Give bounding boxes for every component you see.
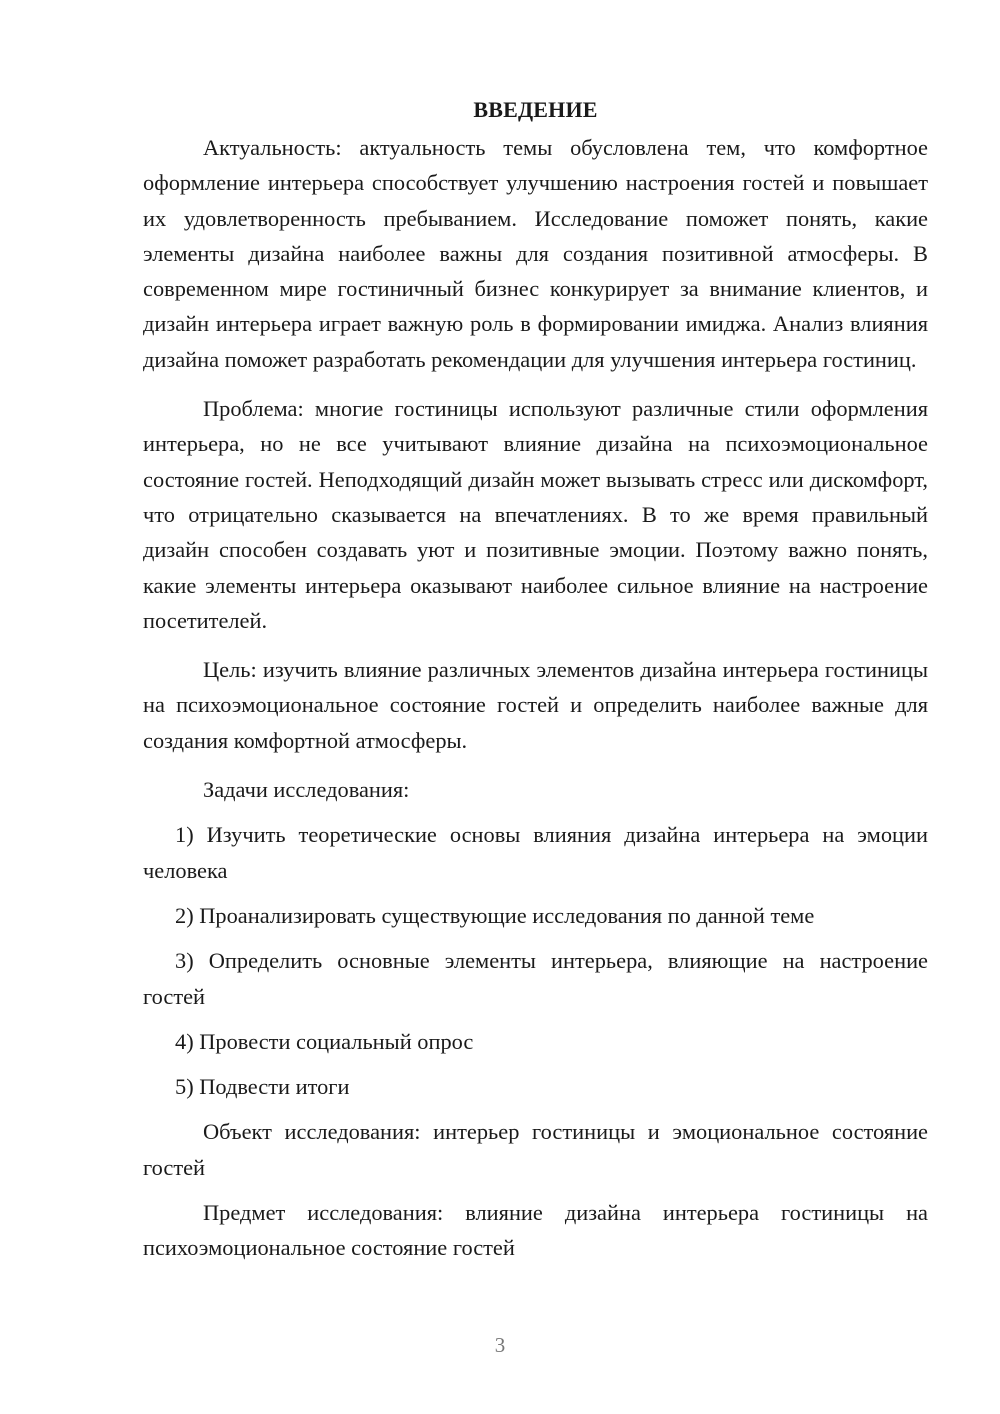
page-body xyxy=(143,92,928,1276)
tasks-list xyxy=(143,817,928,1104)
task-item: 2) Проанализировать существующие исследования по данной теме xyxy=(175,902,815,928)
task-item: 5) Подвести итоги xyxy=(175,1074,350,1100)
tasks-heading: Задачи исследования: xyxy=(203,777,410,803)
task-item: 3) Определить основные элементы интерьера, влияющие на настроение гостей xyxy=(143,948,928,1009)
page-title: ВВЕДЕНИЕ xyxy=(473,97,598,122)
subject-paragraph: Предмет исследования: влияние дизайна интерьера гостиницы на психоэмоциональное состояние гостей xyxy=(143,1200,928,1261)
task-item: 4) Провести социальный опрос xyxy=(175,1028,474,1054)
relevance-paragraph: Актуальность: актуальность темы обусловлена тем, что комфортное оформление интерьера способствует улучшению настроения гостей и повышает их удовлетворенность пребыванием. Исследование поможет понять, какие элементы дизайна наиболее важны для создания позитивной атмосферы. В современном мире гостиничный бизнес конкурирует за внимание клиентов, и дизайн интерьера играет важную роль в формировании имиджа. Анализ влияния дизайна поможет разработать рекомендации для улучшения интерьера гостиниц. xyxy=(143,135,928,372)
problem-paragraph: Проблема: многие гостиницы используют различные стили оформления интерьера, но не все учитывают влияние дизайна на психоэмоциональное состояние гостей. Неподходящий дизайн может вызывать стресс или дискомфорт, что отрицательно сказывается на впечатлениях. В то же время правильный дизайн способен создавать уют и позитивные эмоции. Поэтому важно понять, какие элементы интерьера оказывают наиболее сильное влияние на настроение посетителей. xyxy=(143,396,928,633)
task-item: 1) Изучить теоретические основы влияния дизайна интерьера на эмоции человека xyxy=(143,822,928,883)
page-number: 3 xyxy=(494,1333,506,1357)
object-paragraph: Объект исследования: интерьер гостиницы и эмоциональное состояние гостей xyxy=(143,1119,928,1180)
goal-paragraph: Цель: изучить влияние различных элементов дизайна интерьера гостиницы на психоэмоциональное состояние гостей и определить наиболее важные для создания комфортной атмосферы. xyxy=(143,657,928,753)
